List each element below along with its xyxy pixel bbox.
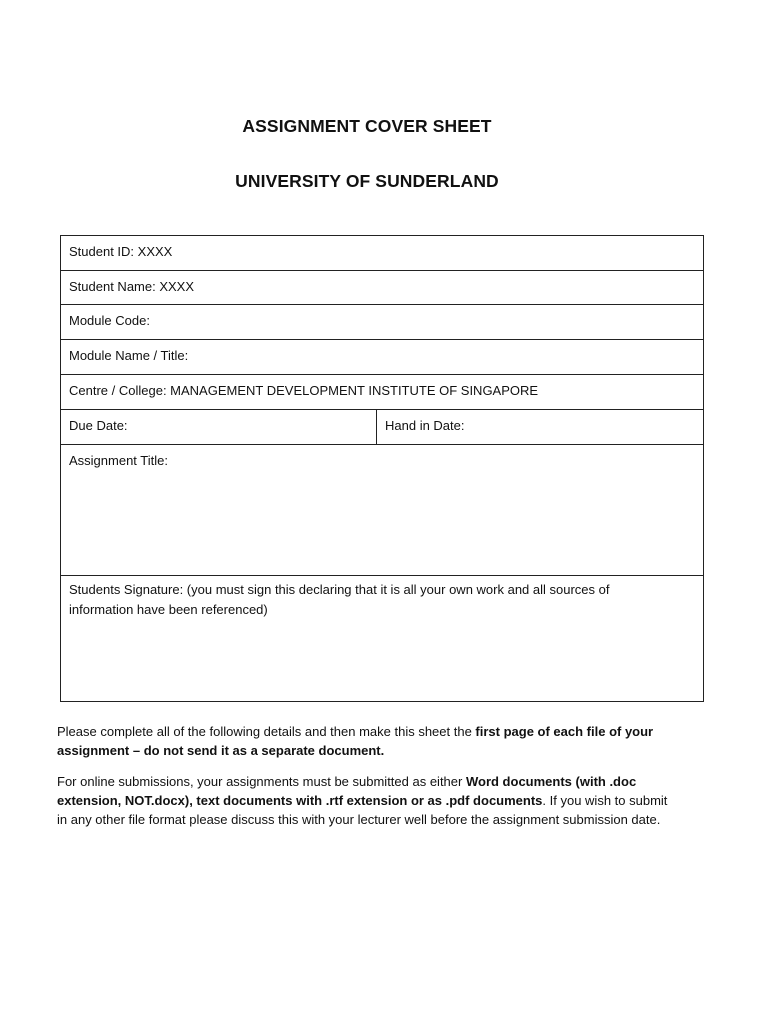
- student-id-label: Student ID: XXXX: [69, 244, 173, 259]
- instruction-paragraph-2: [57, 772, 677, 829]
- module-name-row[interactable]: [61, 340, 703, 375]
- instruction-2-text-a: For online submissions, your assignments must be submitted as either: [57, 774, 466, 789]
- instruction-2-text-b: . If you wish to submit in any other file format please discuss this with your lecturer well before the assignment submission date.: [57, 793, 668, 827]
- module-name-label: Module Name / Title:: [69, 348, 189, 363]
- cover-sheet-form: [60, 235, 704, 702]
- instruction-paragraph-1: [57, 722, 677, 760]
- hand-in-date-cell[interactable]: [377, 410, 703, 444]
- assignment-title-label: Assignment Title:: [69, 453, 168, 468]
- instruction-1-text: Please complete all of the following details and then make this sheet the: [57, 724, 476, 739]
- module-code-label: Module Code:: [69, 313, 150, 328]
- assignment-title-row[interactable]: [61, 445, 703, 576]
- page-title: ASSIGNMENT COVER SHEET: [242, 116, 492, 136]
- dates-row: [61, 410, 703, 445]
- hand-in-date-label: Hand in Date:: [385, 418, 465, 433]
- instruction-1-emphasis: first page of each file of your assignment – do not send it as a separate document.: [57, 724, 654, 758]
- signature-row[interactable]: [61, 576, 703, 703]
- signature-line-2: information have been referenced): [69, 602, 268, 617]
- centre-label: Centre / College: MANAGEMENT DEVELOPMENT INSTITUTE OF SINGAPORE: [69, 383, 539, 398]
- signature-label: [69, 580, 669, 620]
- centre-row[interactable]: [61, 375, 703, 410]
- student-name-label: Student Name: XXXX: [69, 279, 195, 294]
- signature-line-1: Students Signature: (you must sign this declaring that it is all your own work and all sources of: [69, 582, 610, 597]
- student-id-row[interactable]: [61, 236, 703, 271]
- university-name: UNIVERSITY OF SUNDERLAND: [235, 171, 499, 191]
- student-name-row[interactable]: [61, 271, 703, 305]
- instruction-2-emphasis: Word documents (with .doc extension, NOT.docx), text documents with .rtf extension or as .pdf documents: [57, 774, 637, 808]
- module-code-row[interactable]: [61, 305, 703, 340]
- due-date-cell[interactable]: [61, 410, 377, 444]
- due-date-label: Due Date:: [69, 418, 128, 433]
